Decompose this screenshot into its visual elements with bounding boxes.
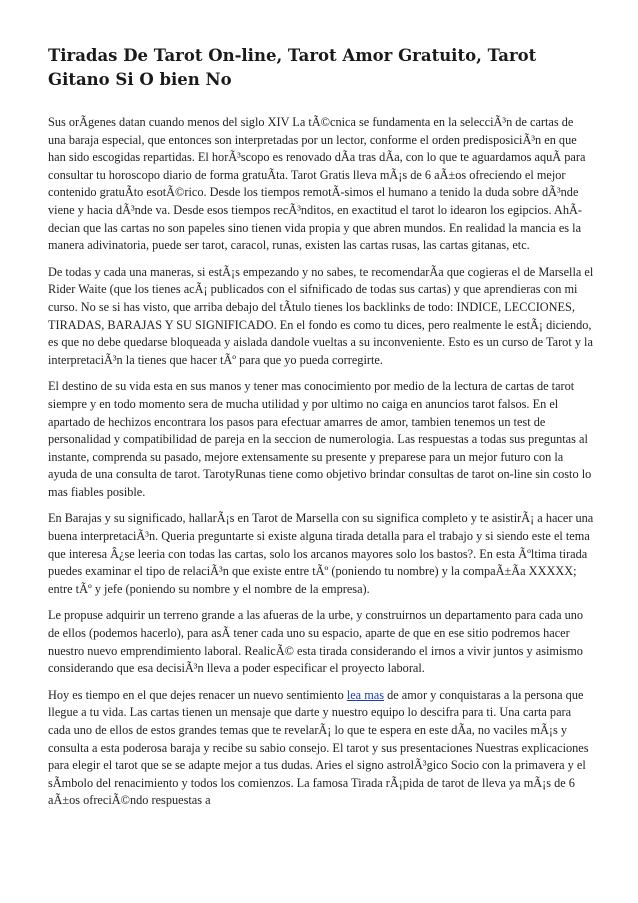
paragraph-2: De todas y cada una maneras, si estÃ¡s empezando y no sabes, te recomendarÃa que cogieras el de Marsella el Rider Waite (que los tienes acÃ¡ publicados con el sifnificado de todas sus cartas) y que aprendieras con mi curso. No se si has visto, que arriba debajo del tÃtulo tienes los backlinks de todo: INDICE, LECCIONES, TIRADAS, BARAJAS Y SU SIGNIFICADO. En el fondo es como tu dices, pero realmente le estÃ¡ diciendo, es que no debe quedarse bloqueada y aislada dandole vueltas a su inconveniente. Esto es un curso de Tarot y la interpretaciÃ³n la tienes que hacer tÃº para que yo pueda corregirte. — [48, 264, 594, 367]
paragraph-6-text-after-link: de amor y conquistaras a la persona que llegue a tu vida. Las cartas tienen un mensaje que darte y nuestro equipo lo descifra para ti. Una carta para cada uno de ellos de estos grandes temas que te revelarÃ¡ lo que te espera en este dÃa, no vaciles mÃ¡s y consulta a esta poderosa baraja y recibe su sabio consejo. El tarot y sus presentaciones Nuestras explicaciones para elegir el tarot que se se adapte mejor a tus dudas. Aries el signo astrolÃ³gico Socio con la primavera y el sÃmbolo del renacimiento y todos los comienzos. La famosa Tirada rÃ¡pida de tarot de lleva ya mÃ¡s de 6 aÃ±os ofreciÃ©ndo respuestas a — [48, 687, 589, 808]
paragraph-6 — [48, 687, 594, 810]
lea-mas-link[interactable]: lea mas — [346, 687, 385, 702]
page-title: Tiradas De Tarot On-line, Tarot Amor Gratuito, Tarot Gitano Si O bien No — [48, 46, 537, 89]
paragraph-1: Sus orÃgenes datan cuando menos del siglo XIV La tÃ©cnica se fundamenta en la selecciÃ³n de cartas de una baraja especial, que entonces son interpretadas por un lector, conforme el orden predisposiciÃ³n en que han sido escogidas repartidas. El horÃ³scopo es renovado dÃa tras dÃa, con lo que te aguardamos aquÃ para consultar tu horoscopo diario de forma gratuÃta. Tarot Gratis lleva mÃ¡s de 6 aÃ±os ofreciendo el mejor contenido gratuÃto esotÃ©rico. Desde los tiempos remotÃ-simos el humano a tenido la duda sobre dÃ³nde viene y hacia dÃ³nde va. Desde esos tiempos recÃ³nditos, en exactitud el tarot lo idearon los egipcios. AhÃ decian que las cartas no son papeles sino tienen vida propia y que abren mundos. En realidad la mancia es la manera adivinatoria, puede ser tarot, caracol, runas, existen las cartas rusas, las cartas gitanas, etc. — [48, 115, 586, 253]
paragraph-5: Le propuse adquirir un terreno grande a las afueras de la urbe, y construirnos un departamento para cada uno de ellos (podemos hacerlo), para asÃ tener cada uno su espacio, aparte de que en ese sitio podremos hacer nuestro nuevo emprendimiento laboral. RealicÃ© esta tirada considerando el irnos a vivir juntos y asimismo considerando que esa decisiÃ³n lleva a poder especificar el proyecto laboral. — [48, 608, 584, 676]
paragraph-3: El destino de su vida esta en sus manos y tener mas conocimiento por medio de la lectura de cartas de tarot siempre y en todo momento sera de mucha utilidad y por ultimo no caiga en anuncios tarot falsos. En el apartado de hechizos encontrara los pasos para efectuar amarres de amor, tambien tenemos un test de personalidad y compatibilidad de pareja en la seccion de numerologia. Las respuestas a todas sus preguntas al instante, comprenda su pasado, mejore extensamente su presente y preparese para un mejor futuro con la ayuda de una consulta de tarot. TarotyRunas tiene como objetivo brindar consultas de tarot on-line sin costo lo mas fiables posible. — [48, 379, 592, 499]
paragraph-4: En Barajas y su significado, hallarÃ¡s en Tarot de Marsella con su significa completo y te asistirÃ¡ a hacer una buena interpretaciÃ³n. Queria preguntarte si existe alguna tirada detalla para el trabajo y si siendo este el tema que interesa Â¿se leeria con todas las cartas, solo los arcanos mayores solo los bastos?. En esta Ãºltima tirada puedes examinar el tipo de relaciÃ³n que existe entre tÃº (poniendo tu nombre) y la compaÃ±Ãa XXXXX; entre tÃº y jefe (poniendo su nombre y el nombre de la empresa). — [48, 511, 594, 596]
paragraph-6-text-before-link: Hoy es tiempo en el que dejes renacer un nuevo sentimiento — [48, 687, 347, 702]
